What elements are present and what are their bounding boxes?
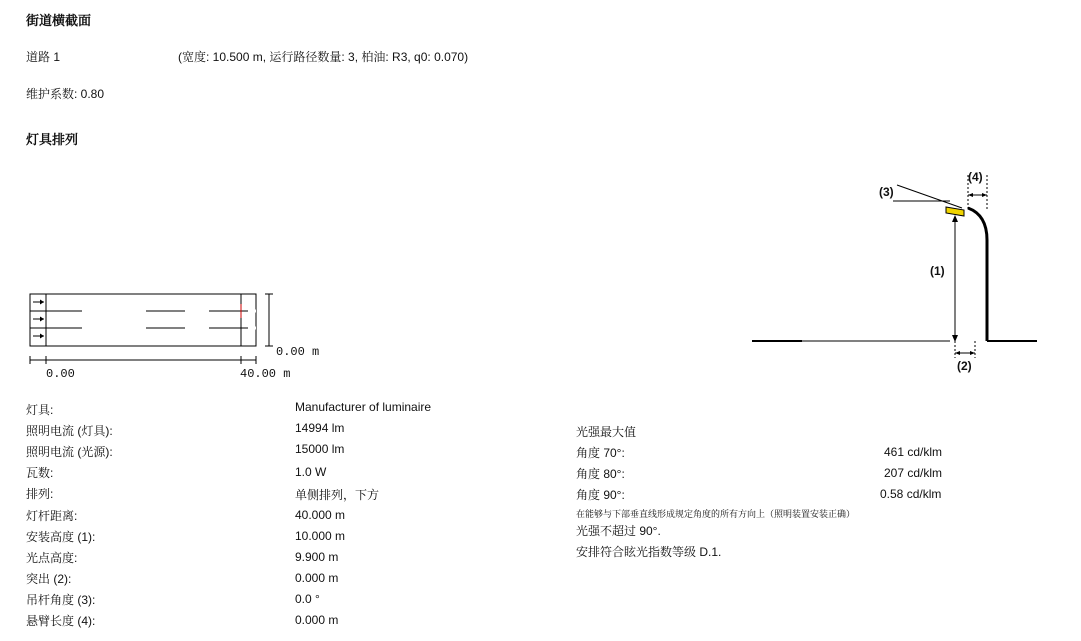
road-name: 道路 1 [26,50,61,64]
spec-label: 灯杆距离: [26,509,78,523]
intensity-value: 207 cd/klm [884,466,943,480]
plan-x-start: 0.00 [46,367,75,381]
pole-label-3: (3) [879,185,894,199]
spec-label: 光点高度: [26,551,78,565]
intensity-note: 在能够与下部垂直线形成规定角度的所有方向上（照明装置安装正确） [576,509,856,519]
spec-label: 灯具: [26,403,54,417]
spec-label: 吊杆角度 (3): [26,593,96,607]
spec-label: 悬臂长度 (4): [26,614,96,628]
spec-label: 排列: [26,487,54,501]
spec-label: 照明电流 (灯具): [26,424,113,438]
maintenance-factor: 维护系数: 0.80 [26,87,105,101]
plan-view-diagram [0,280,300,380]
spec-label: 瓦数: [26,466,54,480]
plan-x-end: 40.00 m [240,367,291,381]
spec-value: 0.000 m [295,613,339,627]
spec-value: Manufacturer of luminaire [295,400,432,414]
plan-y-label: 0.00 m [276,345,320,359]
spec-value: 0.000 m [295,571,339,585]
intensity-line1: 光强不超过 90°. [576,524,661,538]
spec-value: 9.900 m [295,550,339,564]
intensity-value: 461 cd/klm [884,445,943,459]
spec-label: 安装高度 (1): [26,530,96,544]
spec-value: 14994 lm [295,421,345,435]
arrangement-title: 灯具排列 [26,132,79,147]
pole-label-4: (4) [968,170,983,184]
intensity-label: 角度 80°: [576,467,625,481]
spec-value: 单侧排列，下方 [295,488,380,502]
pole-label-1: (1) [930,264,945,278]
intensity-title: 光强最大值 [576,425,637,439]
pole-diagram [750,170,1050,380]
spec-label: 照明电流 (光源): [26,445,113,459]
road-details: (宽度: 10.500 m, 运行路径数量: 3, 柏油: R3, q0: 0.070) [178,50,469,64]
spec-value: 10.000 m [295,529,346,543]
intensity-line2: 安排符合眩光指数等级 D.1. [576,545,722,559]
intensity-label: 角度 90°: [576,488,625,502]
spec-value: 15000 lm [295,442,345,456]
spec-value: 1.0 W [295,465,327,479]
spec-value: 40.000 m [295,508,346,522]
spec-value: 0.0 ° [295,592,320,606]
section-title: 街道横截面 [26,13,92,28]
spec-label: 突出 (2): [26,572,72,586]
intensity-label: 角度 70°: [576,446,625,460]
intensity-value: 0.58 cd/klm [880,487,942,501]
pole-label-2: (2) [957,359,972,373]
